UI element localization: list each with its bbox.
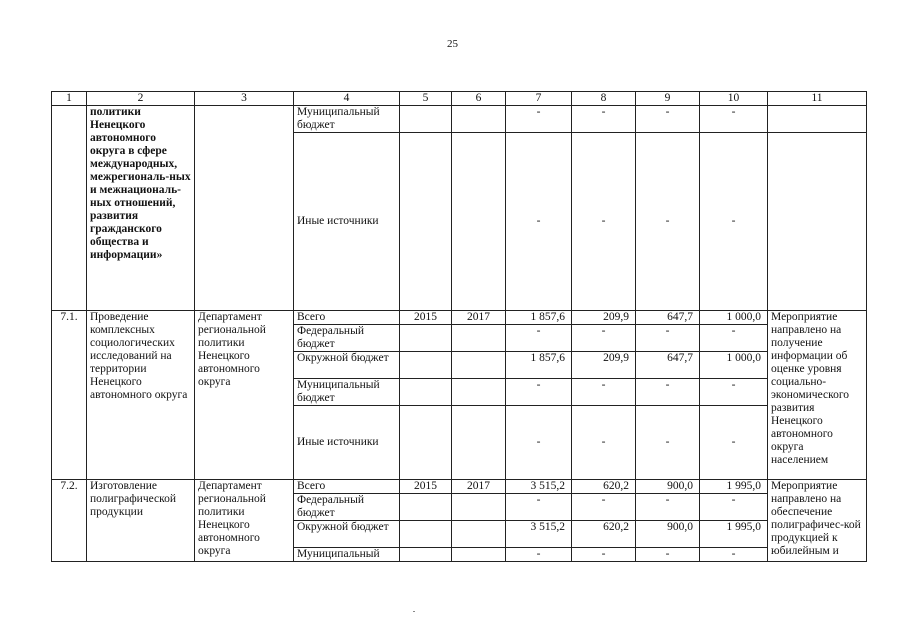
item-name: Изготовление полиграфической продукции xyxy=(87,480,195,562)
funding-source: Всего xyxy=(294,480,400,494)
value-cell: - xyxy=(506,106,572,133)
value-cell: - xyxy=(636,548,700,562)
value-cell: 3 515,2 xyxy=(506,521,572,548)
col-header: 11 xyxy=(768,92,867,106)
value-cell: 620,2 xyxy=(572,521,636,548)
value-cell: 3 515,2 xyxy=(506,480,572,494)
scan-speck xyxy=(413,611,415,612)
funding-source: Иные источники xyxy=(294,133,400,311)
value-cell: - xyxy=(700,106,768,133)
value-cell: 1 995,0 xyxy=(700,521,768,548)
cell-empty xyxy=(452,325,506,352)
value-cell: - xyxy=(700,494,768,521)
value-cell: - xyxy=(700,379,768,406)
value-cell: - xyxy=(636,494,700,521)
col-header: 10 xyxy=(700,92,768,106)
value-cell: - xyxy=(636,106,700,133)
value-cell: 1 000,0 xyxy=(700,311,768,325)
col-header: 2 xyxy=(87,92,195,106)
value-cell: - xyxy=(572,494,636,521)
item-description: Мероприятие направлено на обеспечение полиграфичес-кой продукцией к юбилейным и xyxy=(768,480,867,562)
col-header: 4 xyxy=(294,92,400,106)
cell-empty xyxy=(452,494,506,521)
cell-empty xyxy=(400,325,452,352)
cell-empty xyxy=(768,133,867,311)
value-cell: - xyxy=(700,133,768,311)
start-year: 2015 xyxy=(400,311,452,325)
cell-empty xyxy=(452,406,506,480)
value-cell: - xyxy=(572,325,636,352)
value-cell: 1 857,6 xyxy=(506,311,572,325)
cell-empty xyxy=(452,548,506,562)
funding-source: Всего xyxy=(294,311,400,325)
value-cell: - xyxy=(572,548,636,562)
value-cell: - xyxy=(506,406,572,480)
continued-title: политики Ненецкого автономного округа в сфере международных, межрегиональ-ных и межнациональ-ных отношений, развития гражданского общества и информации» xyxy=(87,106,195,311)
cell-empty xyxy=(195,106,294,311)
value-cell: - xyxy=(700,548,768,562)
value-cell: - xyxy=(506,548,572,562)
funding-source: Федеральный бюджет xyxy=(294,325,400,352)
cell-empty xyxy=(400,494,452,521)
value-cell: - xyxy=(506,494,572,521)
cell-empty xyxy=(452,379,506,406)
item-number: 7.2. xyxy=(52,480,87,562)
value-cell: - xyxy=(700,325,768,352)
item-executor: Департамент региональной политики Ненецкого автономного округа xyxy=(195,480,294,562)
cell-empty xyxy=(452,106,506,133)
col-header: 6 xyxy=(452,92,506,106)
value-cell: - xyxy=(572,133,636,311)
value-cell: 1 857,6 xyxy=(506,352,572,379)
funding-source: Федеральный бюджет xyxy=(294,494,400,521)
value-cell: 647,7 xyxy=(636,352,700,379)
item-description: Мероприятие направлено на получение информации об оценке уровня социально-экономического развития Ненецкого автономного округа населением xyxy=(768,311,867,480)
value-cell: - xyxy=(572,379,636,406)
funding-source: Окружной бюджет xyxy=(294,352,400,379)
col-header: 1 xyxy=(52,92,87,106)
end-year: 2017 xyxy=(452,480,506,494)
table-row xyxy=(52,311,867,325)
funding-source: Муниципальный бюджет xyxy=(294,379,400,406)
cell-empty xyxy=(452,521,506,548)
funding-source: Окружной бюджет xyxy=(294,521,400,548)
value-cell: - xyxy=(506,325,572,352)
funding-source: Муниципальный бюджет xyxy=(294,106,400,133)
cell-empty xyxy=(400,133,452,311)
value-cell: - xyxy=(636,406,700,480)
cell-empty xyxy=(400,521,452,548)
funding-source: Муниципальный xyxy=(294,548,400,562)
value-cell: - xyxy=(700,406,768,480)
col-header: 3 xyxy=(195,92,294,106)
start-year: 2015 xyxy=(400,480,452,494)
program-table xyxy=(51,91,867,562)
cell-empty xyxy=(452,352,506,379)
value-cell: 1 995,0 xyxy=(700,480,768,494)
column-number-row xyxy=(52,92,867,106)
value-cell: - xyxy=(636,133,700,311)
cell-empty xyxy=(400,352,452,379)
funding-source: Иные источники xyxy=(294,406,400,480)
table-row xyxy=(52,106,867,133)
col-header: 7 xyxy=(506,92,572,106)
col-header: 9 xyxy=(636,92,700,106)
item-executor: Департамент региональной политики Ненецкого автономного округа xyxy=(195,311,294,480)
value-cell: - xyxy=(506,133,572,311)
value-cell: - xyxy=(572,406,636,480)
value-cell: - xyxy=(636,379,700,406)
cell-empty xyxy=(768,106,867,133)
item-number: 7.1. xyxy=(52,311,87,480)
cell-empty xyxy=(400,548,452,562)
value-cell: 900,0 xyxy=(636,480,700,494)
page-number: 25 xyxy=(447,38,458,50)
cell-empty xyxy=(400,379,452,406)
cell-empty xyxy=(52,106,87,311)
value-cell: 620,2 xyxy=(572,480,636,494)
value-cell: 1 000,0 xyxy=(700,352,768,379)
value-cell: - xyxy=(572,106,636,133)
col-header: 8 xyxy=(572,92,636,106)
item-name: Проведение комплексных социологических исследований на территории Ненецкого автономного округа xyxy=(87,311,195,480)
end-year: 2017 xyxy=(452,311,506,325)
cell-empty xyxy=(400,406,452,480)
col-header: 5 xyxy=(400,92,452,106)
value-cell: 209,9 xyxy=(572,311,636,325)
table-row xyxy=(52,480,867,494)
cell-empty xyxy=(452,133,506,311)
value-cell: 900,0 xyxy=(636,521,700,548)
value-cell: 647,7 xyxy=(636,311,700,325)
value-cell: - xyxy=(636,325,700,352)
value-cell: - xyxy=(506,379,572,406)
cell-empty xyxy=(400,106,452,133)
value-cell: 209,9 xyxy=(572,352,636,379)
